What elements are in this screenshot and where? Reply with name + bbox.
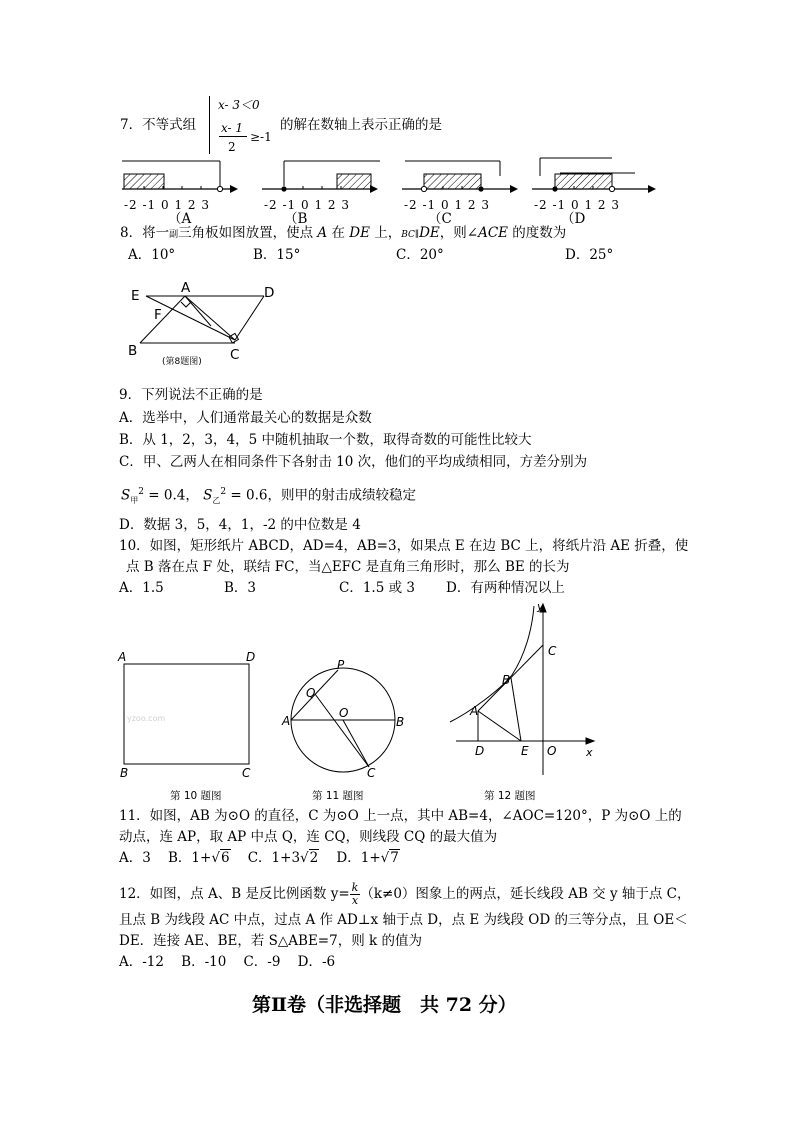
q8-label-a: A [181,280,191,296]
q8-label-b: B [128,343,138,359]
q10-option-c: C．1.5 或 3 [339,580,415,596]
q12-line3: DE．连接 AE、BE，若 S△ABE=7，则 k 的值为 [119,933,422,949]
q7-ticks-b: -2 -1 0 1 2 3 [264,198,350,212]
q7-ticks-c: -2 -1 0 1 2 3 [404,198,490,212]
q7-option-d: （D [561,211,586,227]
f11-label-p: P [337,658,345,672]
q9-stem: 9．下列说法不正确的是 [119,387,263,403]
q8-option-d: D．25° [565,247,614,263]
f10-label-a: A [118,650,127,664]
f11-label-a: A [282,714,291,728]
q9-option-c-variance: $S_甲^2 = 0.4$， $S_乙^2 = 0.6$，则甲的射击成绩较稳定 [121,487,417,506]
q10-option-d: D．有两种情况以上 [446,580,565,596]
f12-caption: 第 12 题图 [484,790,536,802]
q8-option-b: B．15° [253,247,301,263]
q8-label-d: D [264,285,275,301]
f10-label-c: C [242,766,251,780]
q9-option-d: D．数据 3，5，4，1，-2 的中位数是 4 [119,517,361,533]
q7-suffix: 的解在数轴上表示正确的是 [280,117,442,133]
q10-option-a: A．1.5 [119,580,164,596]
q12-line1: 12．如图，点 A、B 是反比例函数 y= $\frac{k}{x}$ （k≠0）图象上的两点，延长线段 AB 交 y 轴于点 C， [119,881,691,907]
f10-caption: 第 10 题图 [170,790,222,802]
q7-option-b: （B [284,211,308,227]
q9-option-b: B．从 1，2，3，4，5 中随机抽取一个数，取得奇数的可能性比较大 [119,432,532,448]
q7-prefix: 7．不等式组 [120,117,197,133]
q11-line1: 11．如图，AB 为⊙O 的直径，C 为⊙O 上一点，其中 AB=4，∠AOC=120°，P 为⊙O 上的 [119,808,682,824]
f12-label-a: A [470,704,479,718]
q11-option-b: B．1+√6 [168,850,230,866]
f11-label-c: C [367,766,376,780]
q7-inequality-2-num: x- 1 [221,121,244,135]
q8-option-a: A．10° [128,247,176,263]
q11-option-c: C．1+3√2 [247,850,319,866]
f12-label-d: D [475,744,485,758]
q8-label-e: E [131,288,140,304]
q7-option-a: （A [168,211,192,227]
q7-ticks-a: -2 -1 0 1 2 3 [124,198,210,212]
f12-label-y: y [537,600,544,613]
part2-title: 第Ⅱ卷（非选择题 共 72 分） [252,994,517,1016]
q8-label-c: C [230,347,240,363]
q7-ticks-d: -2 -1 0 1 2 3 [534,198,620,212]
q7-inequality-2-rhs: ≥-1 [250,130,272,144]
q11-option-d: D．1+√7 [336,850,399,866]
f10-watermark: yzoo.com [127,714,166,723]
q9-option-c: C．甲、乙两人在相同条件下各射击 10 次，他们的平均成绩相同，方差分别为 [119,454,588,470]
q7-option-c: （C [428,211,452,227]
q12-options: A．-12 B．-10 C．-9 D．-6 [119,954,336,970]
q8-stem: 8．将一副三角板如图放置，使点 A 在 DE 上，BC∥DE，则∠ACE 的度数为 [120,225,567,241]
q7-inequality-2-den: 2 [228,140,236,154]
q7-inequality-1: x- 3＜0 [218,98,260,112]
q10-option-b: B．3 [224,580,257,596]
q10-line1: 10．如图，矩形纸片 ABCD，AD=4，AB=3，如果点 E 在边 BC 上，将纸片沿 AE 折叠，使 [119,538,689,554]
q11-line2: 动点，连 AP，取 AP 中点 Q，连 CQ，则线段 CQ 的最大值为 [119,829,498,845]
q8-caption: (第8题图) [162,357,202,367]
q11-options [119,849,400,867]
q9-option-a: A．选举中，人们通常最关心的数据是众数 [119,410,372,426]
f10-label-b: B [120,766,129,780]
f11-caption: 第 11 题图 [312,790,364,802]
q12-line2: 且点 B 为线段 AC 中点，过点 A 作 AD⊥x 轴于点 D，点 E 为线段 OD 的三等分点，且 OE＜ [119,912,688,928]
f12-label-e: E [521,744,529,758]
f11-label-b: B [396,715,405,729]
q8-label-f: F [154,307,162,323]
f12-label-c: C [548,644,557,658]
f12-label-x: x [586,746,593,759]
f11-label-q: Q [306,686,316,700]
f12-label-o: O [547,744,557,758]
f12-label-b: B [502,673,511,687]
f10-label-d: D [246,650,256,664]
f11-label-o: O [339,706,349,720]
q8-option-c: C．20° [396,247,444,263]
q10-line2: 点 B 落在点 F 处，联结 FC，当△EFC 是直角三角形时，那么 BE 的长为 [126,559,570,575]
q11-option-a: A．3 [119,850,151,866]
